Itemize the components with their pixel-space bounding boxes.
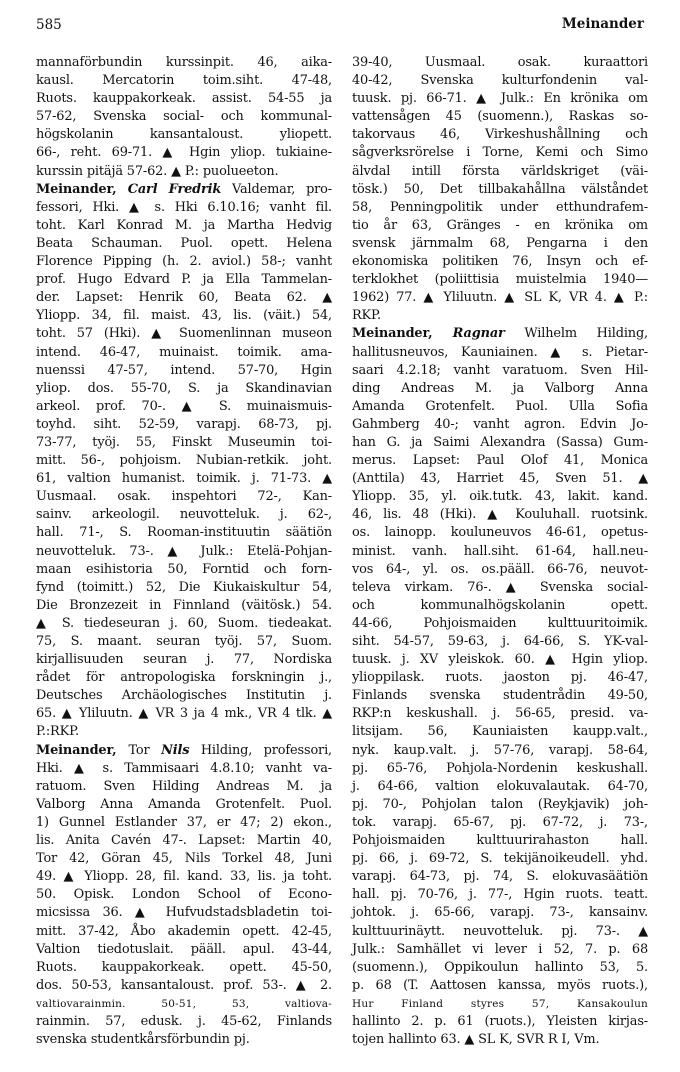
text-run: toht. 57 (Hki). ▲ Suomenlinnan museon bbox=[36, 326, 332, 342]
text-line bbox=[36, 235, 332, 253]
text-line bbox=[352, 597, 648, 615]
text-run: tuusk. j. XV yleiskok. 60. ▲ Hgin yliop. bbox=[352, 652, 648, 668]
text-run: vos 64-, yl. os. os.pääll. 66-76, neuvot- bbox=[352, 561, 648, 577]
text-line bbox=[36, 615, 332, 633]
text-line bbox=[36, 524, 332, 542]
text-line bbox=[36, 1031, 332, 1049]
text-run: RKP:n keskushall. j. 56-65, presid. va- bbox=[352, 706, 648, 722]
text-line bbox=[36, 543, 332, 561]
text-run: svensk järnmalm 68, Pengarna i den bbox=[352, 235, 648, 251]
text-line bbox=[36, 217, 332, 235]
text-line bbox=[352, 416, 648, 434]
text-line bbox=[352, 651, 648, 669]
text-run: mitt. 37-42, Åbo akademin opett. 42-45, bbox=[36, 923, 332, 939]
text-run: hall. pj. 70-76, j. 77-, Hgin ruots. teatt. bbox=[352, 887, 648, 903]
text-line bbox=[352, 742, 648, 760]
text-run: minist. vanh. hall.siht. 61-64, hall.neu- bbox=[352, 543, 648, 559]
text-run: prof. Hugo Edvard P. ja Ella Tammelan- bbox=[36, 272, 332, 288]
text-line bbox=[352, 760, 648, 778]
text-run: merus. Lapset: Paul Olof 41, Monica bbox=[352, 453, 648, 469]
text-run: Gahmberg 40-; vanht agron. Edvin Jo- bbox=[352, 416, 648, 432]
text-run: Tor 42, Göran 45, Nils Torkel 48, Juni bbox=[36, 851, 332, 867]
text-run: 58, Penningpolitik under etthundrafem- bbox=[352, 199, 648, 215]
text-line bbox=[36, 705, 332, 723]
text-run: takorvaus 46, Virkeshushållning och bbox=[352, 127, 648, 143]
text-run: Valborg Anna Amanda Grotenfelt. Puol. bbox=[36, 796, 332, 812]
text-line bbox=[352, 325, 648, 343]
text-run: (Anttila) 43, Harriet 45, Sven 51. ▲ bbox=[352, 471, 648, 487]
text-line bbox=[352, 344, 648, 362]
text-run: tok. varapj. 65-67, pj. 67-72, j. 73-, bbox=[352, 814, 648, 830]
text-line bbox=[36, 923, 332, 941]
text-run: hallitusneuvos, Kauniainen. ▲ s. Pietar- bbox=[352, 344, 648, 360]
text-run: Yliopp. 34, fil. maist. 43, lis. (väit.) 54, bbox=[36, 308, 332, 324]
text-run: Deutsches Archäologisches Institutin j. bbox=[36, 688, 332, 704]
text-line bbox=[352, 271, 648, 289]
text-run: Ruots. kauppakorkeak. opett. 45-50, bbox=[36, 959, 332, 975]
text-run: Julk.: Samhället vi lever i 52, 7. p. 68 bbox=[352, 941, 648, 957]
page-number: 585 bbox=[36, 17, 62, 33]
text-run: högskolanin kansantaloust. yliopett. bbox=[36, 127, 332, 143]
right-column bbox=[352, 54, 648, 1049]
text-line bbox=[36, 163, 332, 181]
left-column bbox=[36, 54, 332, 1049]
text-run: dos. 50-53, kansantaloust. prof. 53-. ▲ 2. bbox=[36, 977, 332, 993]
entry-name: Carl Fredrik bbox=[127, 181, 222, 197]
text-line bbox=[36, 561, 332, 579]
text-run: yliop. dos. 55-70, S. ja Skandinavian bbox=[36, 380, 332, 396]
text-run: terklokhet (poliittisia muistelmia 1940— bbox=[352, 272, 648, 288]
text-run: micsissa 36. ▲ Hufvudstadsbladetin toi- bbox=[36, 905, 332, 921]
text-run: mitt. 56-, pohjoism. Nubian-retkik. joht. bbox=[36, 453, 332, 469]
text-run: Amanda Grotenfelt. Puol. Ulla Sofia bbox=[352, 398, 648, 414]
text-line bbox=[352, 868, 648, 886]
text-line bbox=[352, 705, 648, 723]
text-run: pj. 65-76, Pohjola-Nordenin keskushall. bbox=[352, 760, 648, 776]
text-line bbox=[352, 199, 648, 217]
text-line bbox=[36, 362, 332, 380]
text-line bbox=[352, 144, 648, 162]
text-run: televa virkam. 76-. ▲ Svenska social- bbox=[352, 579, 648, 595]
text-line bbox=[352, 434, 648, 452]
text-run: toyhd. siht. 52-59, varapj. 68-73, pj. bbox=[36, 416, 332, 432]
text-line bbox=[36, 1013, 332, 1031]
text-run: P.:RKP. bbox=[36, 724, 79, 740]
text-line bbox=[352, 362, 648, 380]
text-line bbox=[36, 416, 332, 434]
text-line bbox=[352, 850, 648, 868]
text-run: sainv. arkeologil. neuvotteluk. j. 62-, bbox=[36, 507, 332, 523]
text-run: j. 64-66, valtion elokuvalautak. 64-70, bbox=[352, 778, 648, 794]
text-line bbox=[36, 325, 332, 343]
text-run: 1) Gunnel Estlander 37, er 47; 2) ekon., bbox=[36, 814, 332, 830]
text-run: Florence Pipping (h. 2. aviol.) 58-; vanht bbox=[36, 254, 332, 270]
text-run: ▲ S. tiedeseuran j. 60, Suom. tiedeakat. bbox=[36, 615, 332, 631]
text-run: 75, S. maant. seuran työj. 57, Suom. bbox=[36, 634, 332, 649]
text-run: 57-62, Svenska social- och kommunal- bbox=[36, 109, 332, 125]
text-line bbox=[352, 163, 648, 181]
text-run: varapj. 64-73, pj. 74, S. elokuvasäätiön bbox=[352, 869, 648, 885]
entry-name: Nils bbox=[161, 742, 190, 758]
text-line bbox=[352, 886, 648, 904]
text-run: intend. 46-47, muinaist. toimik. ama- bbox=[36, 344, 332, 360]
running-head: Meinander bbox=[561, 16, 644, 32]
text-line bbox=[352, 398, 648, 416]
text-line bbox=[36, 181, 332, 199]
text-line bbox=[36, 54, 332, 72]
text-line bbox=[352, 54, 648, 72]
text-run: 50. Opisk. London School of Econo- bbox=[36, 887, 332, 903]
text-run: 49. ▲ Yliopp. 28, fil. kand. 33, lis. ja toht. bbox=[36, 869, 332, 885]
text-run: valtiovarainmin. 50-51, 53, valtiova- bbox=[36, 997, 332, 1010]
text-run: saari 4.2.18; vanht varatuom. Sven Hil- bbox=[352, 362, 648, 378]
text-line bbox=[352, 959, 648, 977]
text-line bbox=[36, 271, 332, 289]
text-run: 61, valtion humanist. toimik. j. 71-73. ▲ bbox=[36, 471, 332, 487]
text-line bbox=[352, 217, 648, 235]
text-line bbox=[36, 778, 332, 796]
text-run: ekonomiska politiken 76, Insyn och ef- bbox=[352, 254, 648, 270]
text-run: Valtion tiedotuslait. pääll. apul. 43-44, bbox=[36, 941, 332, 957]
text-run: 73-77, työj. 55, Finskt Museumin toi- bbox=[36, 434, 332, 450]
text-line bbox=[352, 796, 648, 814]
text-line bbox=[352, 253, 648, 271]
text-run: vattensågen 45 (suomenn.), Raskas so- bbox=[352, 109, 648, 125]
text-run: Finlands svenska studentrådin 49-50, bbox=[352, 688, 648, 704]
text-line bbox=[352, 524, 648, 542]
text-run: tuusk. pj. 66-71. ▲ Julk.: En krönika om bbox=[352, 91, 648, 107]
text-run: kausl. Mercatorin toim.siht. 47-48, bbox=[36, 73, 332, 89]
text-run: Wilhelm Hilding, bbox=[504, 326, 648, 342]
text-line bbox=[36, 941, 332, 959]
text-line bbox=[36, 289, 332, 307]
text-run: kurssin pitäjä 57-62. ▲ P.: puolueeton. bbox=[36, 163, 279, 179]
text-line bbox=[36, 597, 332, 615]
text-run: hall. 71-, S. Rooman-instituutin säätiön bbox=[36, 525, 332, 541]
text-line bbox=[36, 506, 332, 524]
text-run: kulttuurinäytt. neuvotteluk. pj. 73-. ▲ bbox=[352, 923, 648, 939]
text-run: Yliopp. 35, yl. oik.tutk. 43, lakit. kand. bbox=[352, 489, 648, 505]
text-line bbox=[36, 796, 332, 814]
text-line bbox=[352, 108, 648, 126]
text-run: (suomenn.), Oppikoulun hallinto 53, 5. bbox=[352, 959, 648, 975]
text-run: 40-42, Svenska kulturfondenin val- bbox=[352, 73, 648, 89]
text-run: 66-, reht. 69-71. ▲ Hgin yliop. tukiaine- bbox=[36, 145, 332, 161]
text-run: johtok. j. 65-66, varapj. 73-, kansainv. bbox=[352, 905, 648, 921]
text-line bbox=[352, 72, 648, 90]
text-line bbox=[352, 126, 648, 144]
text-line bbox=[352, 579, 648, 597]
text-line bbox=[352, 506, 648, 524]
text-run: mannaförbundin kurssinpit. 46, aika- bbox=[36, 55, 332, 70]
text-line bbox=[36, 398, 332, 416]
text-line bbox=[352, 1013, 648, 1031]
text-run: ratuom. Sven Hilding Andreas M. ja bbox=[36, 778, 332, 794]
text-run: tojen hallinto 63. ▲ SL K, SVR R I, Vm. bbox=[352, 1032, 600, 1048]
text-line bbox=[352, 181, 648, 199]
text-run: Uusmaal. osak. inspehtori 72-, Kan- bbox=[36, 489, 332, 505]
text-run: arkeol. prof. 70-. ▲ S. muinaismuis- bbox=[36, 398, 332, 414]
text-line bbox=[36, 307, 332, 325]
text-run: tösk.) 50, Det tillbakahållna välståndet bbox=[352, 181, 648, 197]
text-run: Hur Finland styres 57, Kansakoulun bbox=[352, 997, 648, 1010]
text-line bbox=[36, 199, 332, 217]
text-line bbox=[352, 470, 648, 488]
text-line bbox=[352, 995, 648, 1013]
text-line bbox=[36, 904, 332, 922]
entry-name: Meinander, bbox=[352, 326, 453, 342]
text-line bbox=[36, 488, 332, 506]
text-run: nyk. kaup.valt. j. 57-76, varapj. 58-64, bbox=[352, 742, 648, 758]
text-run: och kommunalhögskolanin opett. bbox=[352, 597, 648, 613]
text-run: tio år 63, Gränges - en krönika om bbox=[352, 217, 648, 233]
text-run: kirjallisuuden seuran j. 77, Nordiska bbox=[36, 652, 332, 668]
entry-name: Ragnar bbox=[452, 326, 505, 342]
text-line bbox=[352, 1031, 648, 1049]
text-run: fessori, Hki. ▲ s. Hki 6.10.16; vanht fil. bbox=[36, 199, 332, 215]
text-line bbox=[352, 814, 648, 832]
text-line bbox=[36, 72, 332, 90]
text-run: litsijam. 56, Kauniaisten kaupp.valt., bbox=[352, 724, 648, 740]
text-line bbox=[36, 977, 332, 995]
text-run: der. Lapset: Henrik 60, Beata 62. ▲ bbox=[36, 290, 332, 306]
text-line bbox=[352, 543, 648, 561]
text-line bbox=[352, 778, 648, 796]
text-run: svenska studentkårsförbundin pj. bbox=[36, 1032, 250, 1048]
text-run: os. lainopp. kouluneuvos 46-61, opetus- bbox=[352, 525, 648, 541]
text-line bbox=[352, 633, 648, 651]
text-line bbox=[352, 380, 648, 398]
text-line bbox=[36, 651, 332, 669]
text-run: neuvotteluk. 73-. ▲ Julk.: Etelä-Pohjan- bbox=[36, 543, 332, 559]
text-run: Tor bbox=[128, 742, 162, 758]
text-run: rådet för antropologiska forskningin j., bbox=[36, 670, 332, 686]
text-run: han G. ja Saimi Alexandra (Sassa) Gum- bbox=[352, 434, 648, 450]
text-line bbox=[36, 633, 332, 651]
text-line bbox=[36, 742, 332, 760]
text-run: lis. Anita Cavén 47-. Lapset: Martin 40, bbox=[36, 833, 332, 849]
text-run: toht. Karl Konrad M. ja Martha Hedvig bbox=[36, 217, 332, 233]
text-line bbox=[36, 253, 332, 271]
text-line bbox=[352, 561, 648, 579]
text-run: Pohjoismaiden kulttuurirahaston hall. bbox=[352, 833, 648, 849]
text-line bbox=[36, 470, 332, 488]
text-line bbox=[352, 235, 648, 253]
text-run: p. 68 (T. Aattosen kanssa, myös ruots.), bbox=[352, 977, 648, 993]
text-run: nuenssi 47-57, intend. 57-70, Hgin bbox=[36, 362, 332, 378]
text-run: fynd (toimitt.) 52, Die Kiukaiskultur 54, bbox=[36, 579, 332, 595]
text-line bbox=[352, 452, 648, 470]
text-line bbox=[352, 941, 648, 959]
text-run: ding Andreas M. ja Valborg Anna bbox=[352, 380, 648, 396]
text-run: Hki. ▲ s. Tammisaari 4.8.10; vanht va- bbox=[36, 760, 332, 776]
text-run: rainmin. 57, edusk. j. 45-62, Finlands bbox=[36, 1013, 332, 1029]
text-line bbox=[36, 669, 332, 687]
text-line bbox=[36, 723, 332, 741]
text-run: Valdemar, pro- bbox=[221, 181, 333, 197]
text-run: 46, lis. 48 (Hki). ▲ Kouluhall. ruotsink. bbox=[352, 507, 648, 523]
text-run: ylioppilask. ruots. jaoston pj. 46-47, bbox=[352, 670, 648, 686]
text-run: Hilding, professori, bbox=[189, 742, 332, 758]
text-line bbox=[36, 126, 332, 144]
text-line bbox=[36, 687, 332, 705]
text-run: sågverksrörelse i Torne, Kemi och Simo bbox=[352, 145, 648, 161]
text-line bbox=[352, 307, 648, 325]
text-run: 39-40, Uusmaal. osak. kuraattori bbox=[352, 55, 648, 70]
text-line bbox=[36, 959, 332, 977]
text-run: 65. ▲ Yliluutn. ▲ VR 3 ja 4 mk., VR 4 tlk. ▲ bbox=[36, 706, 332, 722]
text-line bbox=[352, 488, 648, 506]
text-line bbox=[36, 886, 332, 904]
text-line bbox=[352, 289, 648, 307]
text-line bbox=[36, 108, 332, 126]
text-line bbox=[352, 90, 648, 108]
text-run: pj. 66, j. 69-72, S. tekijänoikeudell. yhd. bbox=[352, 851, 648, 867]
text-run: maan esihistoria 50, Forntid och forn- bbox=[36, 561, 332, 577]
text-run: RKP. bbox=[352, 308, 381, 324]
text-line bbox=[36, 760, 332, 778]
text-line bbox=[352, 832, 648, 850]
text-line bbox=[36, 452, 332, 470]
text-line bbox=[36, 850, 332, 868]
text-run: Die Bronzezeit in Finnland (väitösk.) 54. bbox=[36, 597, 332, 613]
text-run: 1962) 77. ▲ Yliluutn. ▲ SL K, VR 4. ▲ P.: bbox=[352, 290, 648, 306]
text-run: älvdal intill första världskriget (väi- bbox=[352, 163, 648, 179]
entry-name: Meinander, bbox=[36, 742, 129, 758]
text-line bbox=[36, 434, 332, 452]
text-line bbox=[352, 923, 648, 941]
text-run: Ruots. kauppakorkeak. assist. 54-55 ja bbox=[36, 91, 332, 107]
text-run: hallinto 2. p. 61 (ruots.), Yleisten kirjas- bbox=[352, 1013, 648, 1029]
text-line bbox=[36, 579, 332, 597]
text-run: pj. 70-, Pohjolan talon (Reykjavik) joh- bbox=[352, 796, 648, 812]
text-line bbox=[352, 669, 648, 687]
text-line bbox=[36, 995, 332, 1013]
text-line bbox=[36, 344, 332, 362]
text-line bbox=[36, 868, 332, 886]
text-line bbox=[352, 904, 648, 922]
text-line bbox=[36, 814, 332, 832]
text-line bbox=[36, 90, 332, 108]
text-run: siht. 54-57, 59-63, j. 64-66, S. YK-val- bbox=[352, 634, 648, 649]
text-line bbox=[352, 723, 648, 741]
text-line bbox=[36, 144, 332, 162]
text-line bbox=[36, 832, 332, 850]
text-run: 44-66, Pohjoismaiden kulttuuritoimik. bbox=[352, 615, 648, 631]
text-line bbox=[352, 615, 648, 633]
entry-name: Meinander, bbox=[36, 181, 128, 197]
text-line bbox=[36, 380, 332, 398]
text-run: Beata Schauman. Puol. opett. Helena bbox=[36, 235, 332, 251]
text-line bbox=[352, 977, 648, 995]
text-line bbox=[352, 687, 648, 705]
